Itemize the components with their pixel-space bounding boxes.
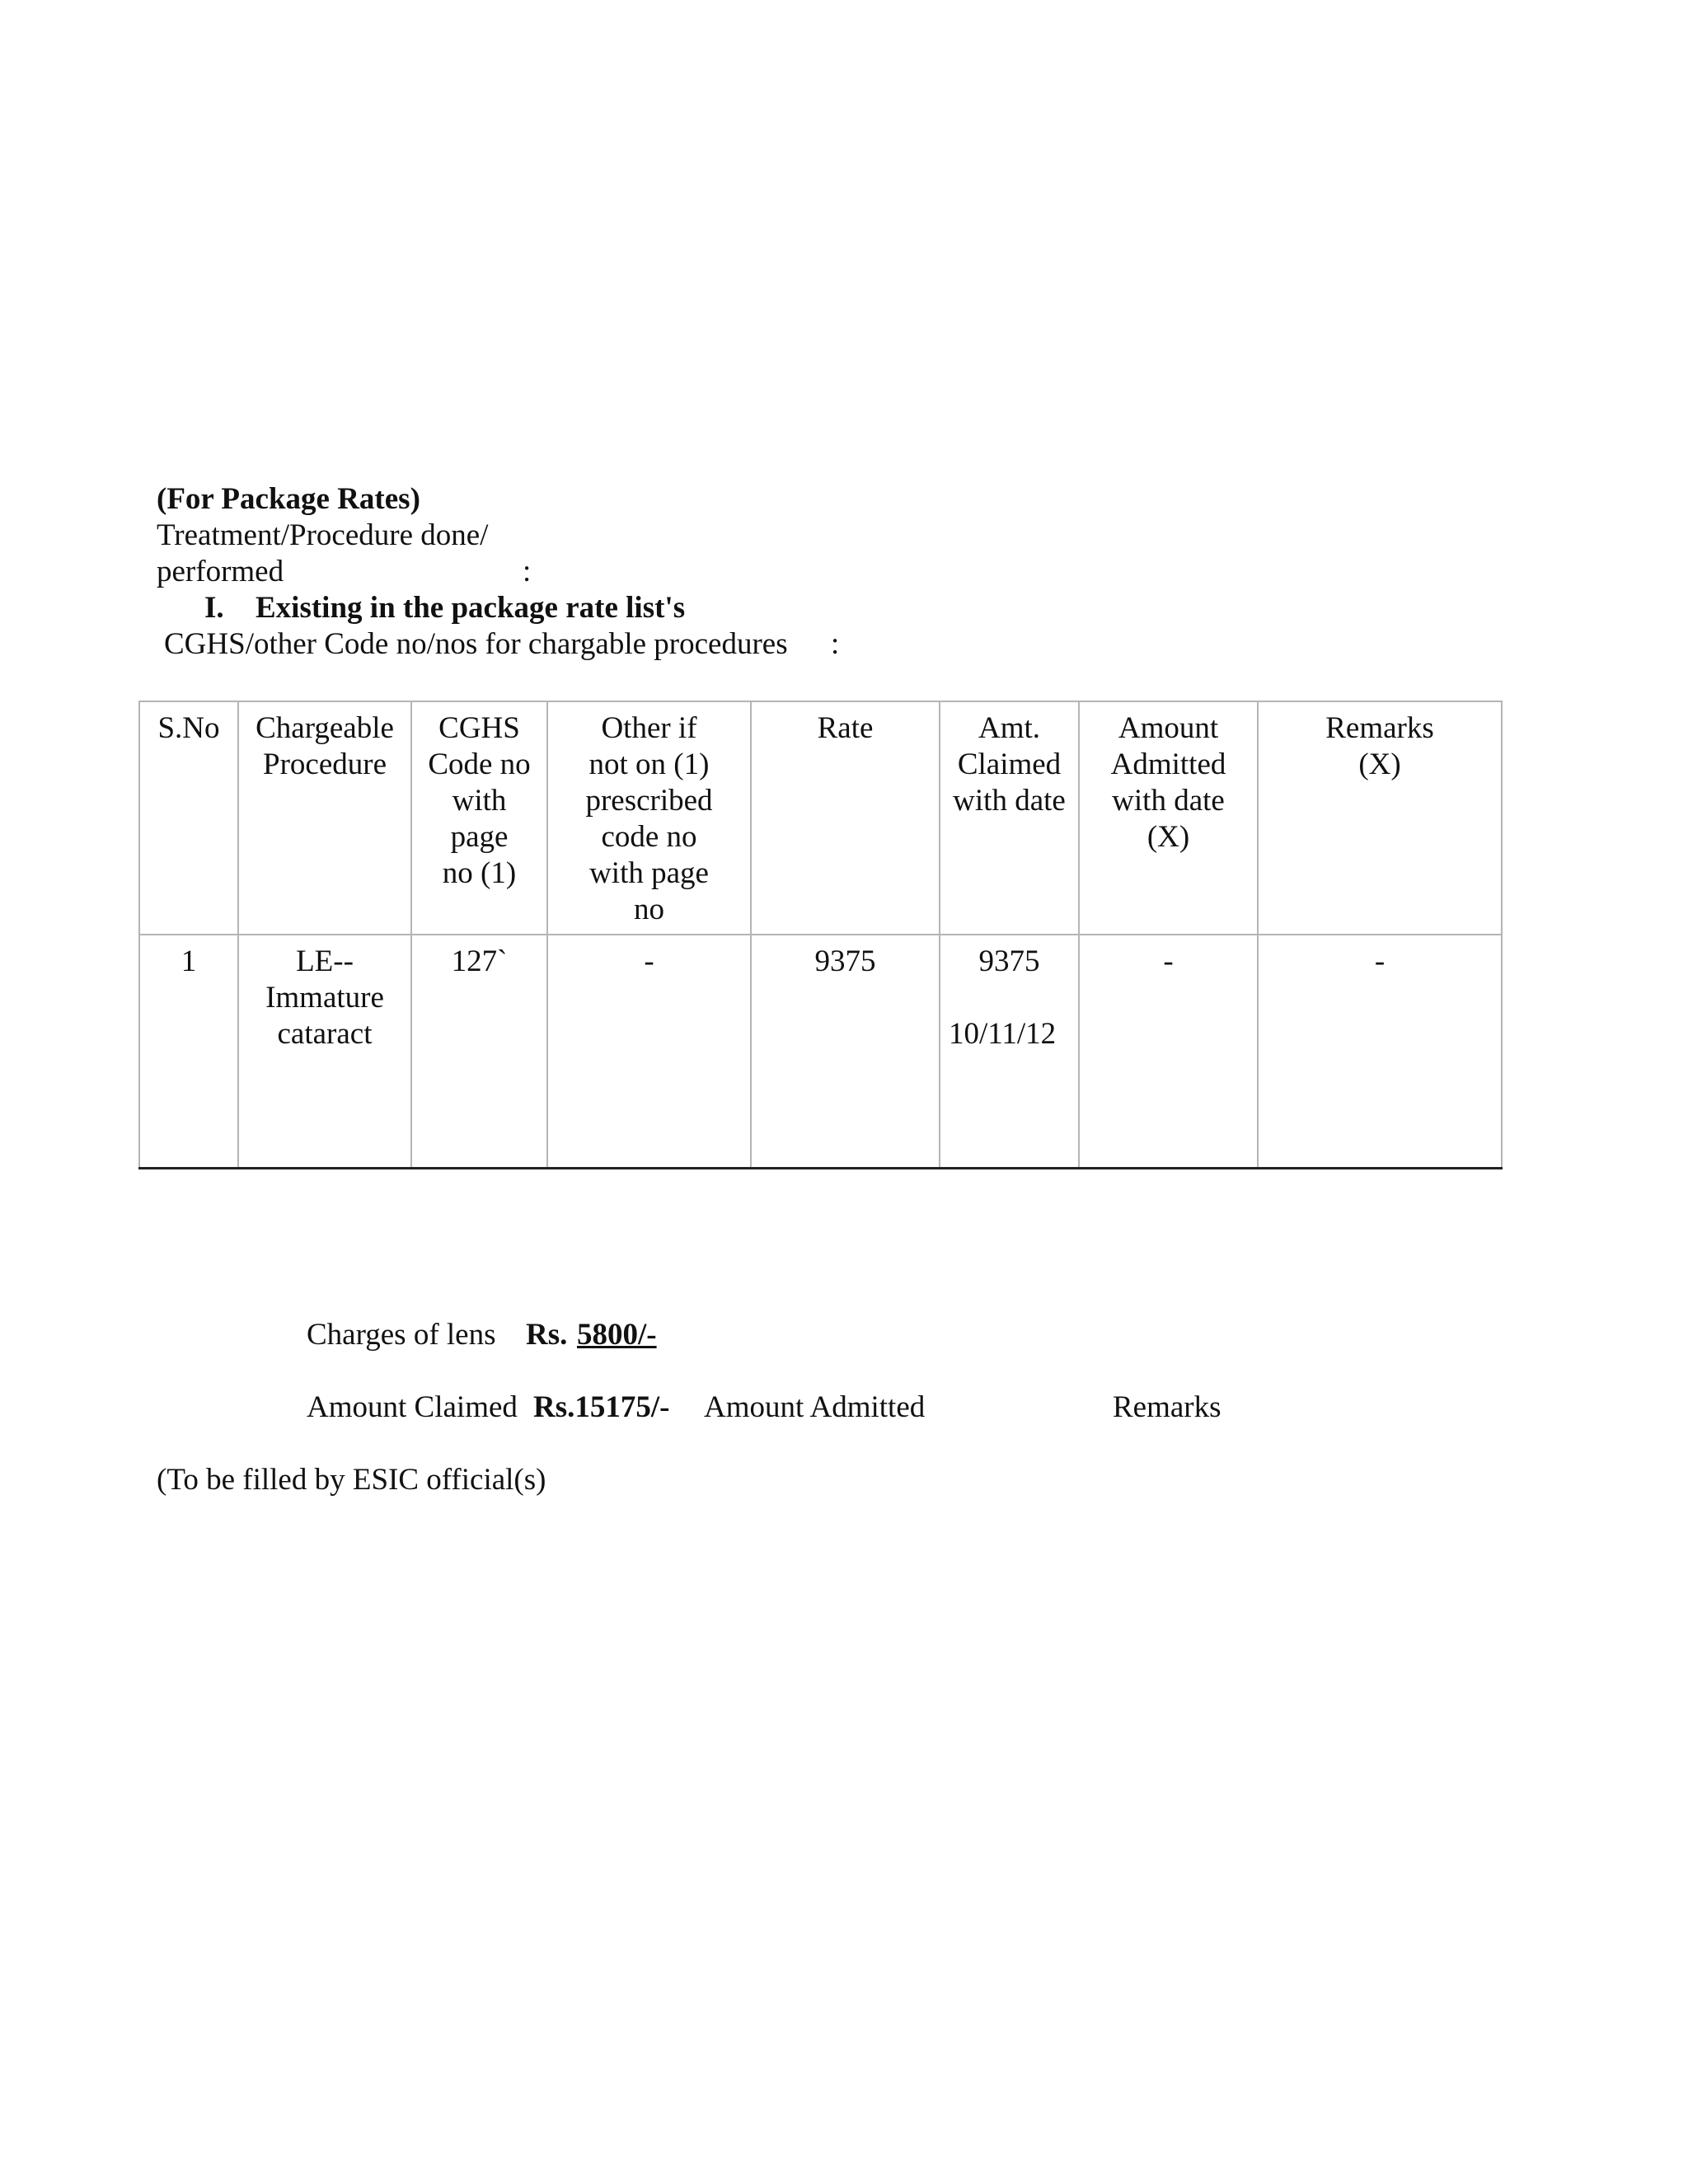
lens-charges-rs: Rs. [526, 1318, 568, 1352]
cell-remarks: - [1258, 935, 1502, 1168]
lens-charges-value: 5800/- [577, 1318, 657, 1352]
column-header-rate: Rate [751, 701, 940, 935]
treatment-colon: : [523, 555, 532, 588]
procedure-table [138, 701, 1503, 1169]
cell-rate: 9375 [751, 935, 940, 1168]
section-numeral: I. [204, 591, 224, 625]
cell-amount-admitted: - [1079, 935, 1258, 1168]
treatment-label-line2: performed [157, 555, 284, 588]
cell-sno: 1 [139, 935, 238, 1168]
amt-claimed-date: 10/11/12 [949, 1017, 1057, 1051]
remarks-label: Remarks [1113, 1390, 1221, 1424]
column-header-amount-admitted: Amount Admitted with date (X) [1079, 701, 1258, 935]
lens-charges-label: Charges of lens [307, 1318, 496, 1352]
amount-claimed-value: Rs.15175/- [533, 1390, 670, 1424]
codes-label: CGHS/other Code no/nos for chargable procedures [164, 627, 788, 661]
amt-claimed-value: 9375 [978, 944, 1040, 978]
codes-colon: : [831, 627, 840, 661]
column-header-cghs-code: CGHS Code no with page no (1) [411, 701, 547, 935]
amount-admitted-label: Amount Admitted [704, 1390, 926, 1424]
table-header-row [139, 701, 1502, 935]
cell-amt-claimed [940, 935, 1079, 1168]
column-header-sno: S.No [139, 701, 238, 935]
amount-claimed-label: Amount Claimed [307, 1390, 518, 1424]
column-header-amt-claimed: Amt. Claimed with date [940, 701, 1079, 935]
cell-other-code: - [547, 935, 751, 1168]
column-header-other-code: Other if not on (1) prescribed code no with page no [547, 701, 751, 935]
column-header-procedure: Chargeable Procedure [238, 701, 411, 935]
package-rates-heading: (For Package Rates) [157, 482, 420, 516]
column-header-remarks: Remarks (X) [1258, 701, 1502, 935]
cell-procedure: LE-- Immature cataract [238, 935, 411, 1168]
treatment-label-line1: Treatment/Procedure done/ [157, 518, 489, 552]
table-row [139, 935, 1502, 1168]
official-note: (To be filled by ESIC official(s) [157, 1463, 546, 1497]
section-title: Existing in the package rate list's [256, 591, 686, 625]
cell-cghs-code: 127` [411, 935, 547, 1168]
